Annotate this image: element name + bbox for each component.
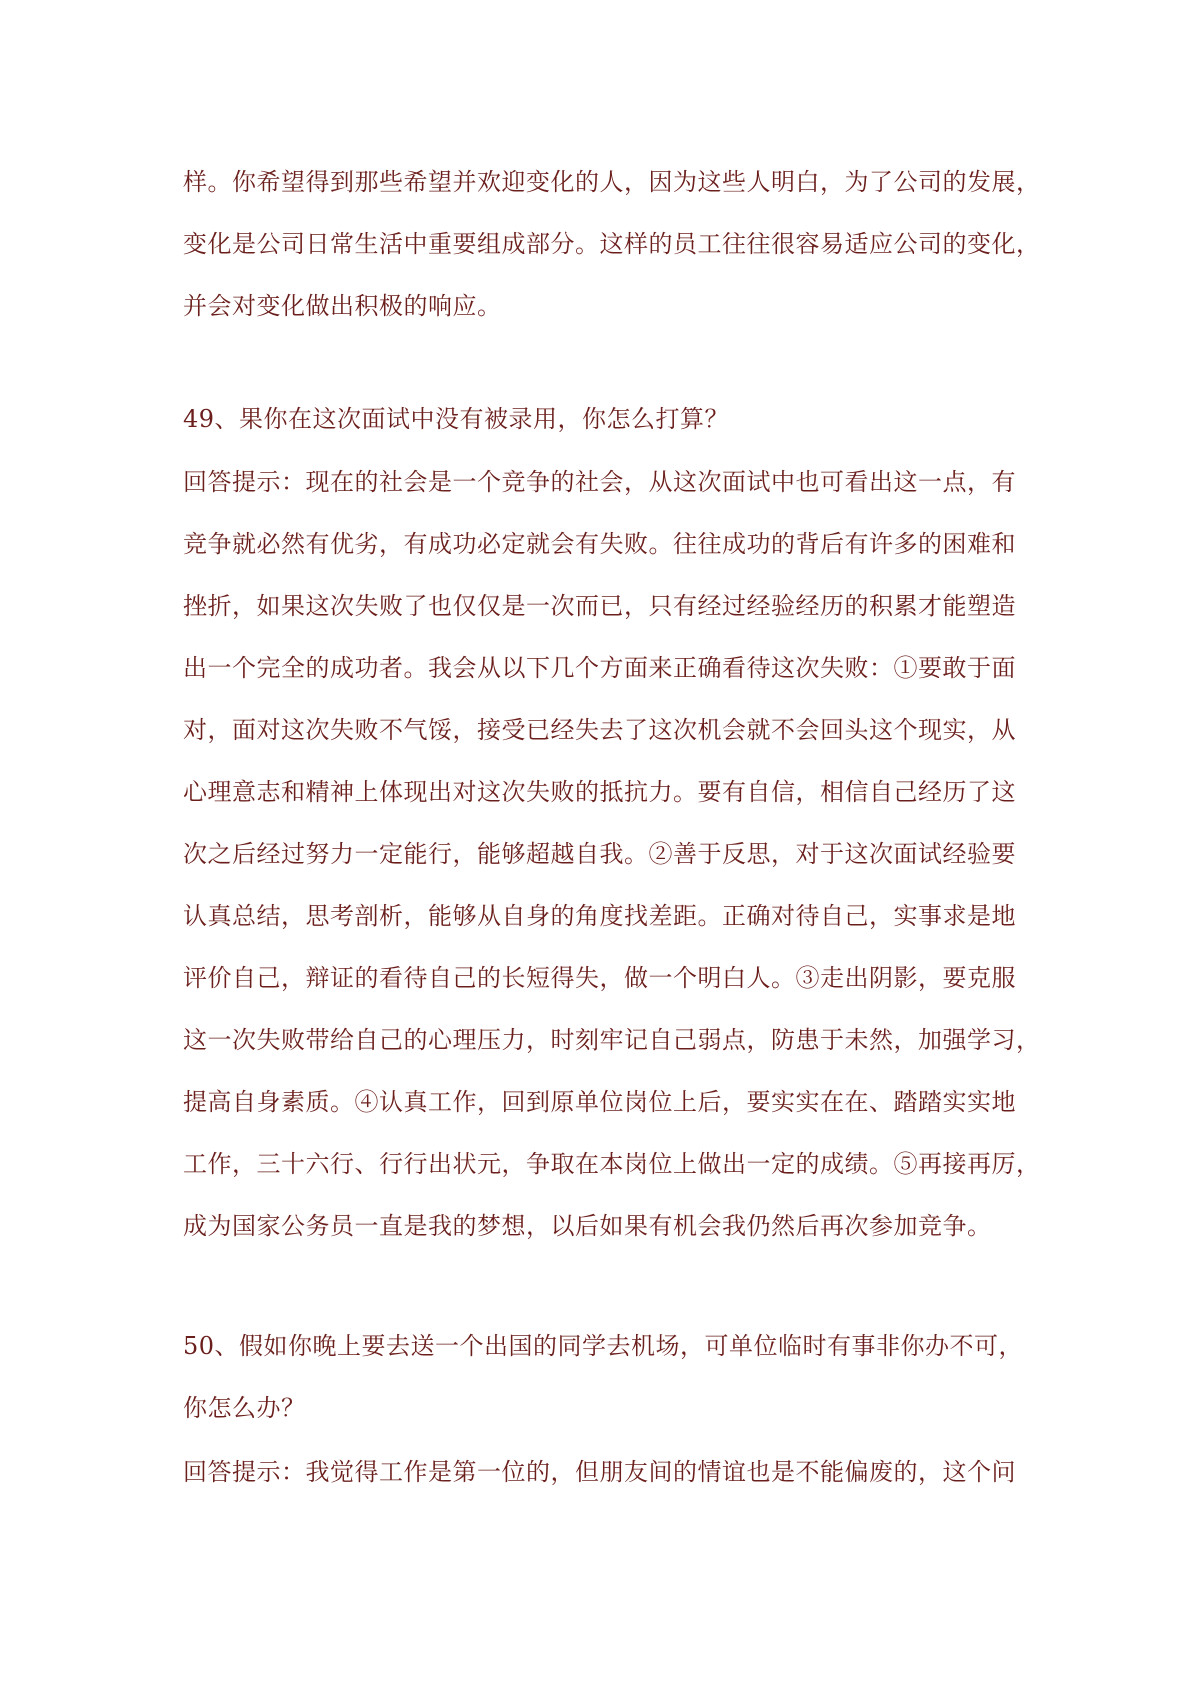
- text-line: 变化是公司日常生活中重要组成部分。这样的员工往往很容易适应公司的变化，: [183, 230, 1041, 258]
- answer-line: 次之后经过努力一定能行，能够超越自我。②善于反思，对于这次面试经验要: [183, 840, 1016, 868]
- answer-line: 竞争就必然有优劣，有成功必定就会有失败。往往成功的背后有许多的困难和: [183, 530, 1016, 558]
- question-49-title: 49、果你在这次面试中没有被录用，你怎么打算？: [183, 405, 730, 433]
- answer-line: 出一个完全的成功者。我会从以下几个方面来正确看待这次失败：①要敢于面: [183, 654, 1016, 682]
- answer-line: 认真总结，思考剖析，能够从自身的角度找差距。正确对待自己，实事求是地: [183, 902, 1016, 930]
- answer-line: 对，面对这次失败不气馁，接受已经失去了这次机会就不会回头这个现实，从: [183, 716, 1016, 744]
- text-line: 样。你希望得到那些希望并欢迎变化的人，因为这些人明白，为了公司的发展，: [183, 168, 1041, 196]
- question-50-title-cont: 你怎么办？: [183, 1394, 306, 1422]
- answer-line: 心理意志和精神上体现出对这次失败的抵抗力。要有自信，相信自己经历了这: [183, 778, 1016, 806]
- answer-line: 回答提示：我觉得工作是第一位的，但朋友间的情谊也是不能偏废的，这个问: [183, 1458, 1016, 1486]
- answer-line: 评价自己，辩证的看待自己的长短得失，做一个明白人。③走出阴影，要克服: [183, 964, 1016, 992]
- answer-line: 成为国家公务员一直是我的梦想，以后如果有机会我仍然后再次参加竞争。: [183, 1212, 992, 1240]
- answer-line: 回答提示：现在的社会是一个竞争的社会，从这次面试中也可看出这一点，有: [183, 468, 1016, 496]
- answer-line: 工作，三十六行、行行出状元，争取在本岗位上做出一定的成绩。⑤再接再厉，: [183, 1150, 1041, 1178]
- answer-line: 挫折，如果这次失败了也仅仅是一次而已，只有经过经验经历的积累才能塑造: [183, 592, 1016, 620]
- answer-line: 提高自身素质。④认真工作，回到原单位岗位上后，要实实在在、踏踏实实地: [183, 1088, 1016, 1116]
- text-line: 并会对变化做出积极的响应。: [183, 292, 502, 320]
- question-50-title: 50、假如你晚上要去送一个出国的同学去机场，可单位临时有事非你办不可，: [183, 1332, 1024, 1360]
- answer-line: 这一次失败带给自己的心理压力，时刻牢记自己弱点，防患于未然，加强学习，: [183, 1026, 1041, 1054]
